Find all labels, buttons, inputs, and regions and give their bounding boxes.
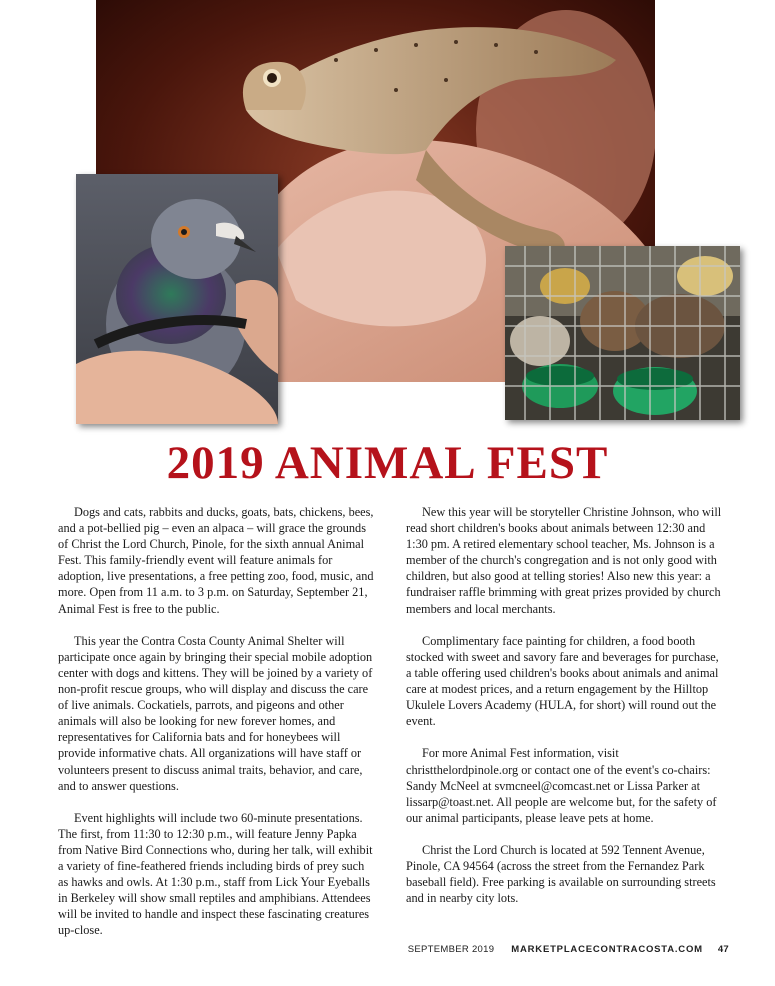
pigeon-photo <box>76 174 278 424</box>
issue-date: SEPTEMBER 2019 <box>407 944 495 955</box>
left-column <box>58 504 376 955</box>
paragraph: Complimentary face painting for children, a food booth stocked with sweet and savory fare and beverages for purchase, a table offering used children's books about animals and animal care at modest prices, and a return engagement by the Hilltop Ukulele Lovers Academy (HULA, for short) will round out the event. <box>406 633 719 729</box>
website: MARKETPLACECONTRACOSTA.COM <box>511 944 703 955</box>
paragraph: This year the Contra Costa County Animal Shelter will participate once again by bringing their special mobile adoption center with dogs and kittens. They will be joined by a variety of non-profit rescue groups, who will display and discuss the care of live animals. Cockatiels, parrots, and pigeons and other animals will also be looking for new forever homes, and representatives for California bats and for honeybees will provide informative chats. All organizations will have staff or volunteers present to discuss animal traits, behavior, and care, and to answer questions. <box>58 633 373 793</box>
ducks-photo-art <box>505 246 740 420</box>
page-footer <box>408 944 729 955</box>
paragraph: New this year will be storyteller Christine Johnson, who will read short children's books about animals between 12:30 and 1:30 pm. A retired elementary school teacher, Ms. Johnson is a member of the church's congregation and is not only good with children, but also good at telling stories! Also new this year: a fundraiser raffle brimming with great prizes provided by church members and local merchants. <box>406 505 722 616</box>
right-column <box>406 504 724 922</box>
paragraph: Christ the Lord Church is located at 592 Tennent Avenue, Pinole, CA 94564 (across the street from the Fernandez Park baseball field). Free parking is available on surrounding streets and in nearby city lots. <box>406 842 716 906</box>
paragraph: Event highlights will include two 60-minute presentations. The first, from 11:30 to 12:30 p.m., will feature Jenny Papka from Native Bird Connections who, during her talk, will exhibit a variety of fine-feathered friends including birds of prey such as hawks and owls. At 1:30 p.m., staff from Lick Your Eyeballs in Berkeley will show small reptiles and amphibians. Attendees will be invited to handle and inspect these fascinating creatures up-close. <box>58 810 373 938</box>
article-headline: 2019 ANIMAL FEST <box>166 437 609 489</box>
ducks-photo <box>505 246 740 420</box>
pigeon-photo-art <box>76 174 278 424</box>
page-number: 47 <box>717 944 729 955</box>
paragraph: For more Animal Fest information, visit christthelordpinole.org or contact one of the event's co-chairs: Sandy McNeel at svmcneel@comcast.net or Lissa Parker at lissarp@toast.net. All people are welcome but, for the safety of our animal participants, please leave pets at home. <box>406 746 717 825</box>
paragraph: Dogs and cats, rabbits and ducks, goats, bats, chickens, bees, and a pot-bellied pig – even an alpaca – will grace the grounds of Christ the Lord Church, Pinole, for the sixth annual Animal Fest. This family-friendly event will feature animals for adoption, live presentations, a free petting zoo, food, music, and more. Open from 11 a.m. to 3 p.m. on Saturday, September 21, Animal Fest is free to the public. <box>58 505 374 616</box>
